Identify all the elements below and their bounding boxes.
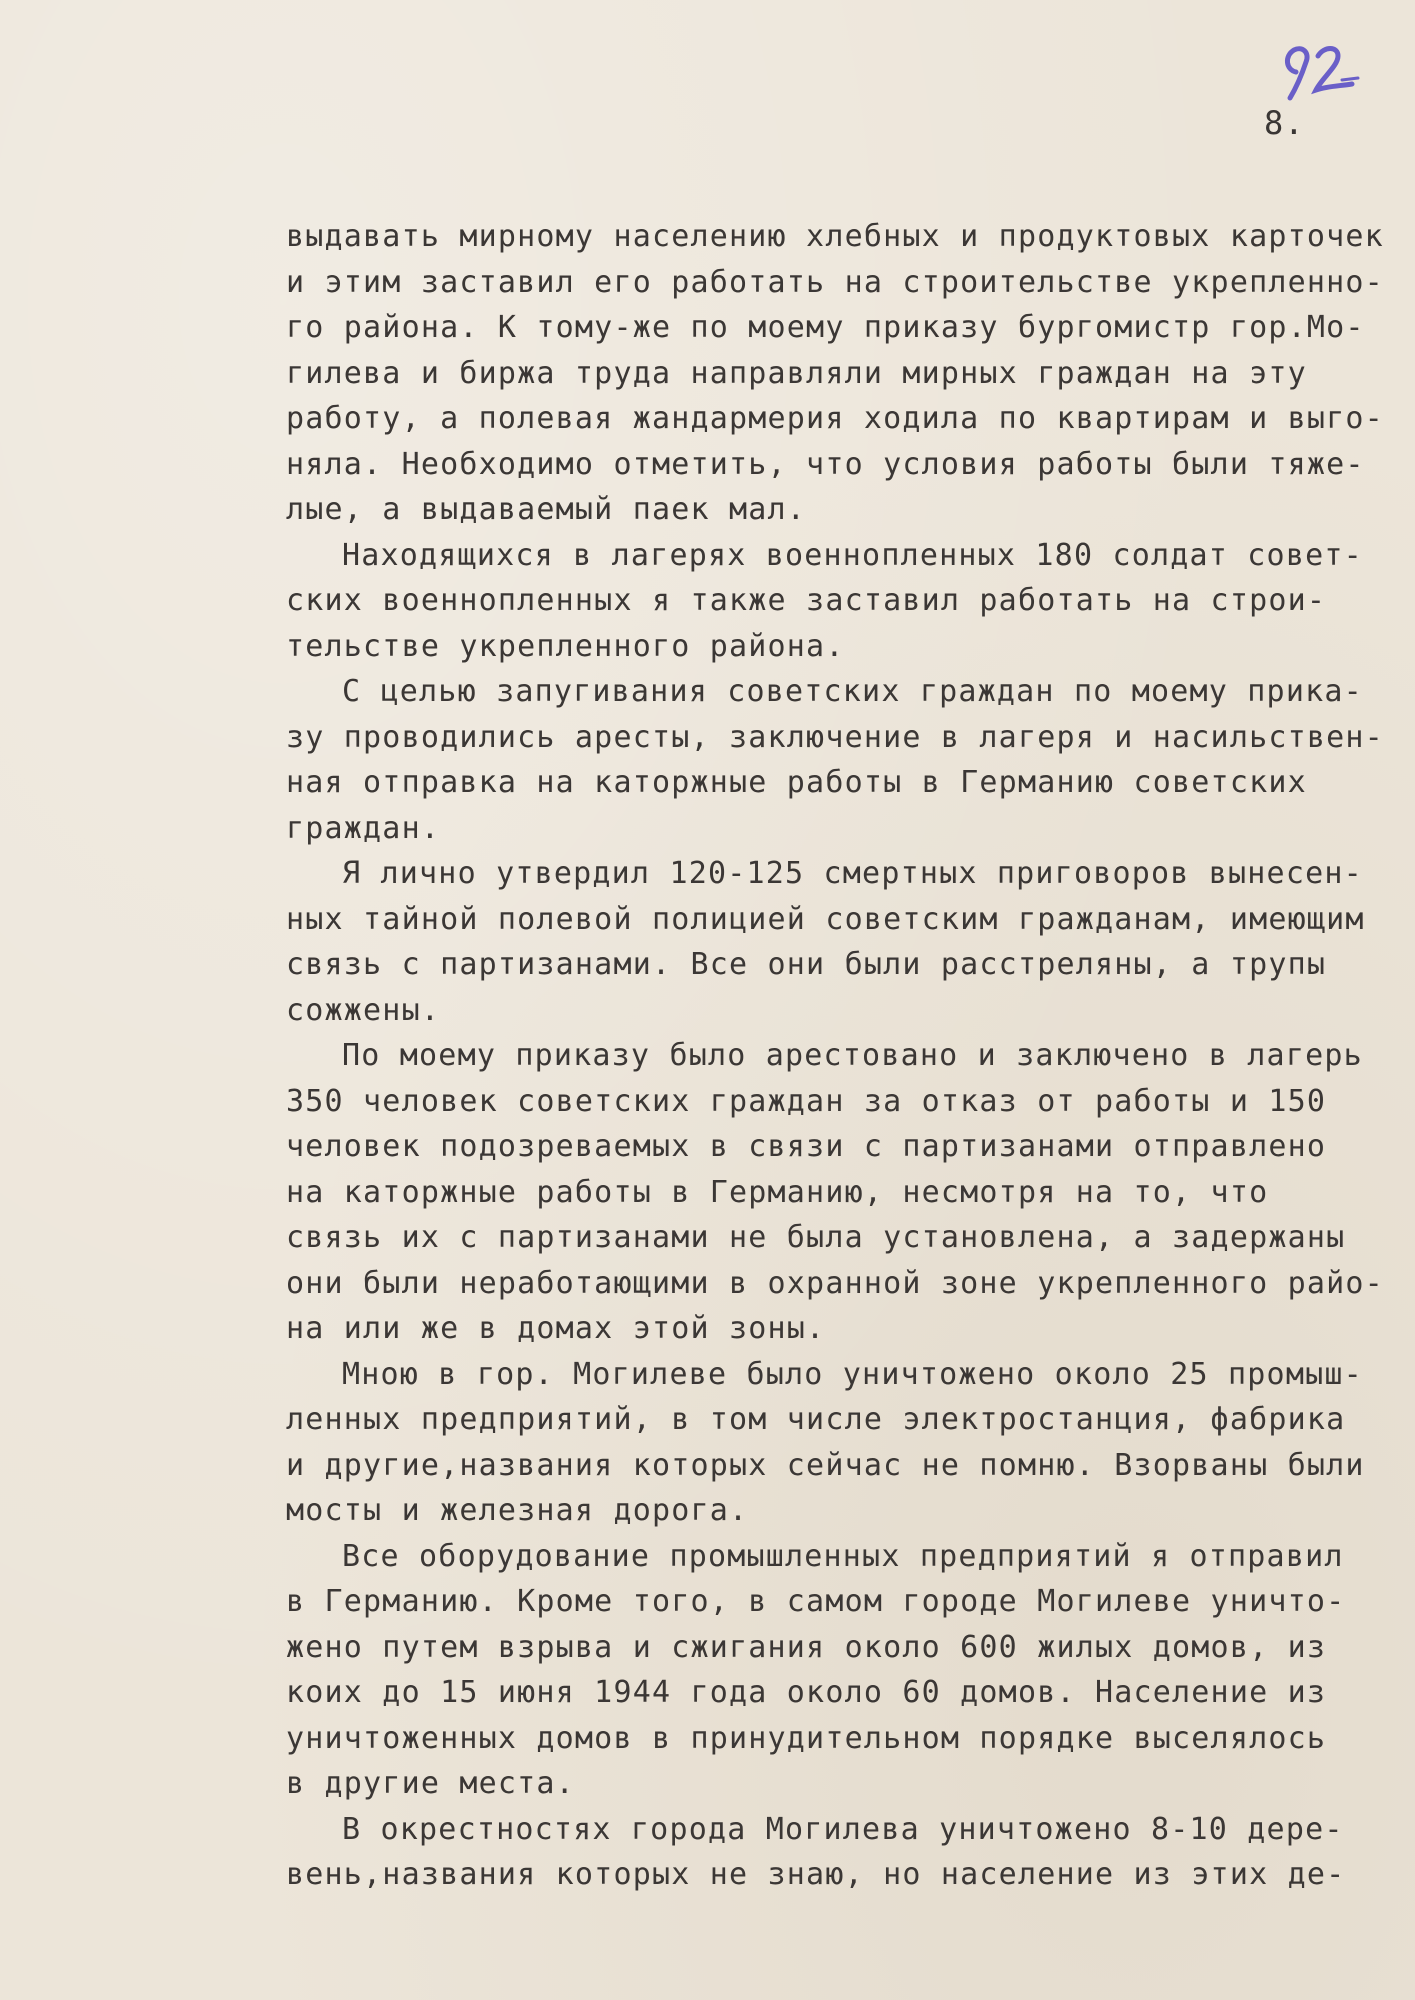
text-line: связь с партизанами. Все они были расстреляны, а трупы <box>286 947 1327 982</box>
text-line: связь их с партизанами не была установлена, а задержаны <box>286 1220 1346 1255</box>
text-line: уничтоженных домов в принудительном порядке выселялось <box>286 1720 1327 1756</box>
text-line: гилева и биржа труда направляли мирных граждан на эту <box>286 355 1307 391</box>
text-line: коих до 15 июня 1944 года около 60 домов. Население из <box>286 1675 1327 1710</box>
text-line: и другие,названия которых сейчас не помню. Взорваны были <box>286 1447 1365 1483</box>
text-line: ленных предприятий, в том числе электростанция, фабрика <box>286 1402 1346 1437</box>
archive-folio-number <box>1278 34 1362 106</box>
text-line: человек подозреваемых в связи с партизанами отправлено <box>286 1129 1327 1164</box>
text-line: выдавать мирному населению хлебных и продуктовых карточек <box>286 219 1384 254</box>
text-line: тельстве укрепленного района. <box>286 628 845 664</box>
text-line: Находящихся в лагерях военнопленных 180 солдат совет- <box>342 537 1363 573</box>
text-line: Мною в гор. Могилеве было уничтожено около 25 промыш- <box>342 1356 1363 1392</box>
typed-body-text <box>286 214 1384 1898</box>
text-line: жено путем взрыва и сжигания около 600 жилых домов, из <box>286 1629 1327 1665</box>
text-line: вень,названия которых не знаю, но население из этих де- <box>286 1857 1346 1892</box>
text-line: в Германию. Кроме того, в самом городе Могилеве уничто- <box>286 1584 1346 1619</box>
text-line: на или же в домах этой зоны. <box>286 1311 826 1346</box>
text-line: В окрестностях города Могилева уничтожено 8-10 дере- <box>342 1811 1344 1847</box>
text-line: и этим заставил его работать на строительстве укрепленно- <box>286 264 1384 300</box>
text-line: на каторжные работы в Германию, несмотря на то, что <box>286 1174 1269 1210</box>
text-line: ных тайной полевой полицией советским гражданам, имеющим <box>286 901 1365 937</box>
page-number: 8. <box>1264 104 1305 142</box>
text-line: граждан. <box>286 810 441 846</box>
text-line: сожжены. <box>286 992 441 1028</box>
text-line: работу, а полевая жандармерия ходила по квартирам и выго- <box>286 401 1384 436</box>
text-line: ная отправка на каторжные работы в Германию советских <box>286 765 1307 800</box>
text-line: По моему приказу было арестовано и заключено в лагерь <box>342 1038 1363 1073</box>
text-line: С целью запугивания советских граждан по моему прика- <box>342 674 1363 709</box>
text-line: зу проводились аресты, заключение в лагеря и насильствен- <box>286 719 1384 755</box>
text-line: лые, а выдаваемый паек мал. <box>286 492 807 527</box>
text-line: они были неработающими в охранной зоне укрепленного райо- <box>286 1265 1384 1301</box>
archive-folio-text <box>1278 34 1279 35</box>
text-line: мосты и железная дорога. <box>286 1493 749 1528</box>
text-line: го района. К тому-же по моему приказу бургомистр гор.Мо- <box>286 310 1365 345</box>
text-line: в другие места. <box>286 1766 575 1801</box>
text-line: Я лично утвердил 120-125 смертных приговоров вынесен- <box>342 856 1363 891</box>
text-line: 350 человек советских граждан за отказ от работы и 150 <box>286 1083 1327 1119</box>
text-line: Все оборудование промышленных предприятий я отправил <box>342 1538 1344 1574</box>
handwritten-folio-mark <box>1278 34 1362 106</box>
text-line: няла. Необходимо отметить, что условия работы были тяже- <box>286 446 1365 482</box>
text-line: ских военнопленных я также заставил работать на строи- <box>286 583 1327 618</box>
